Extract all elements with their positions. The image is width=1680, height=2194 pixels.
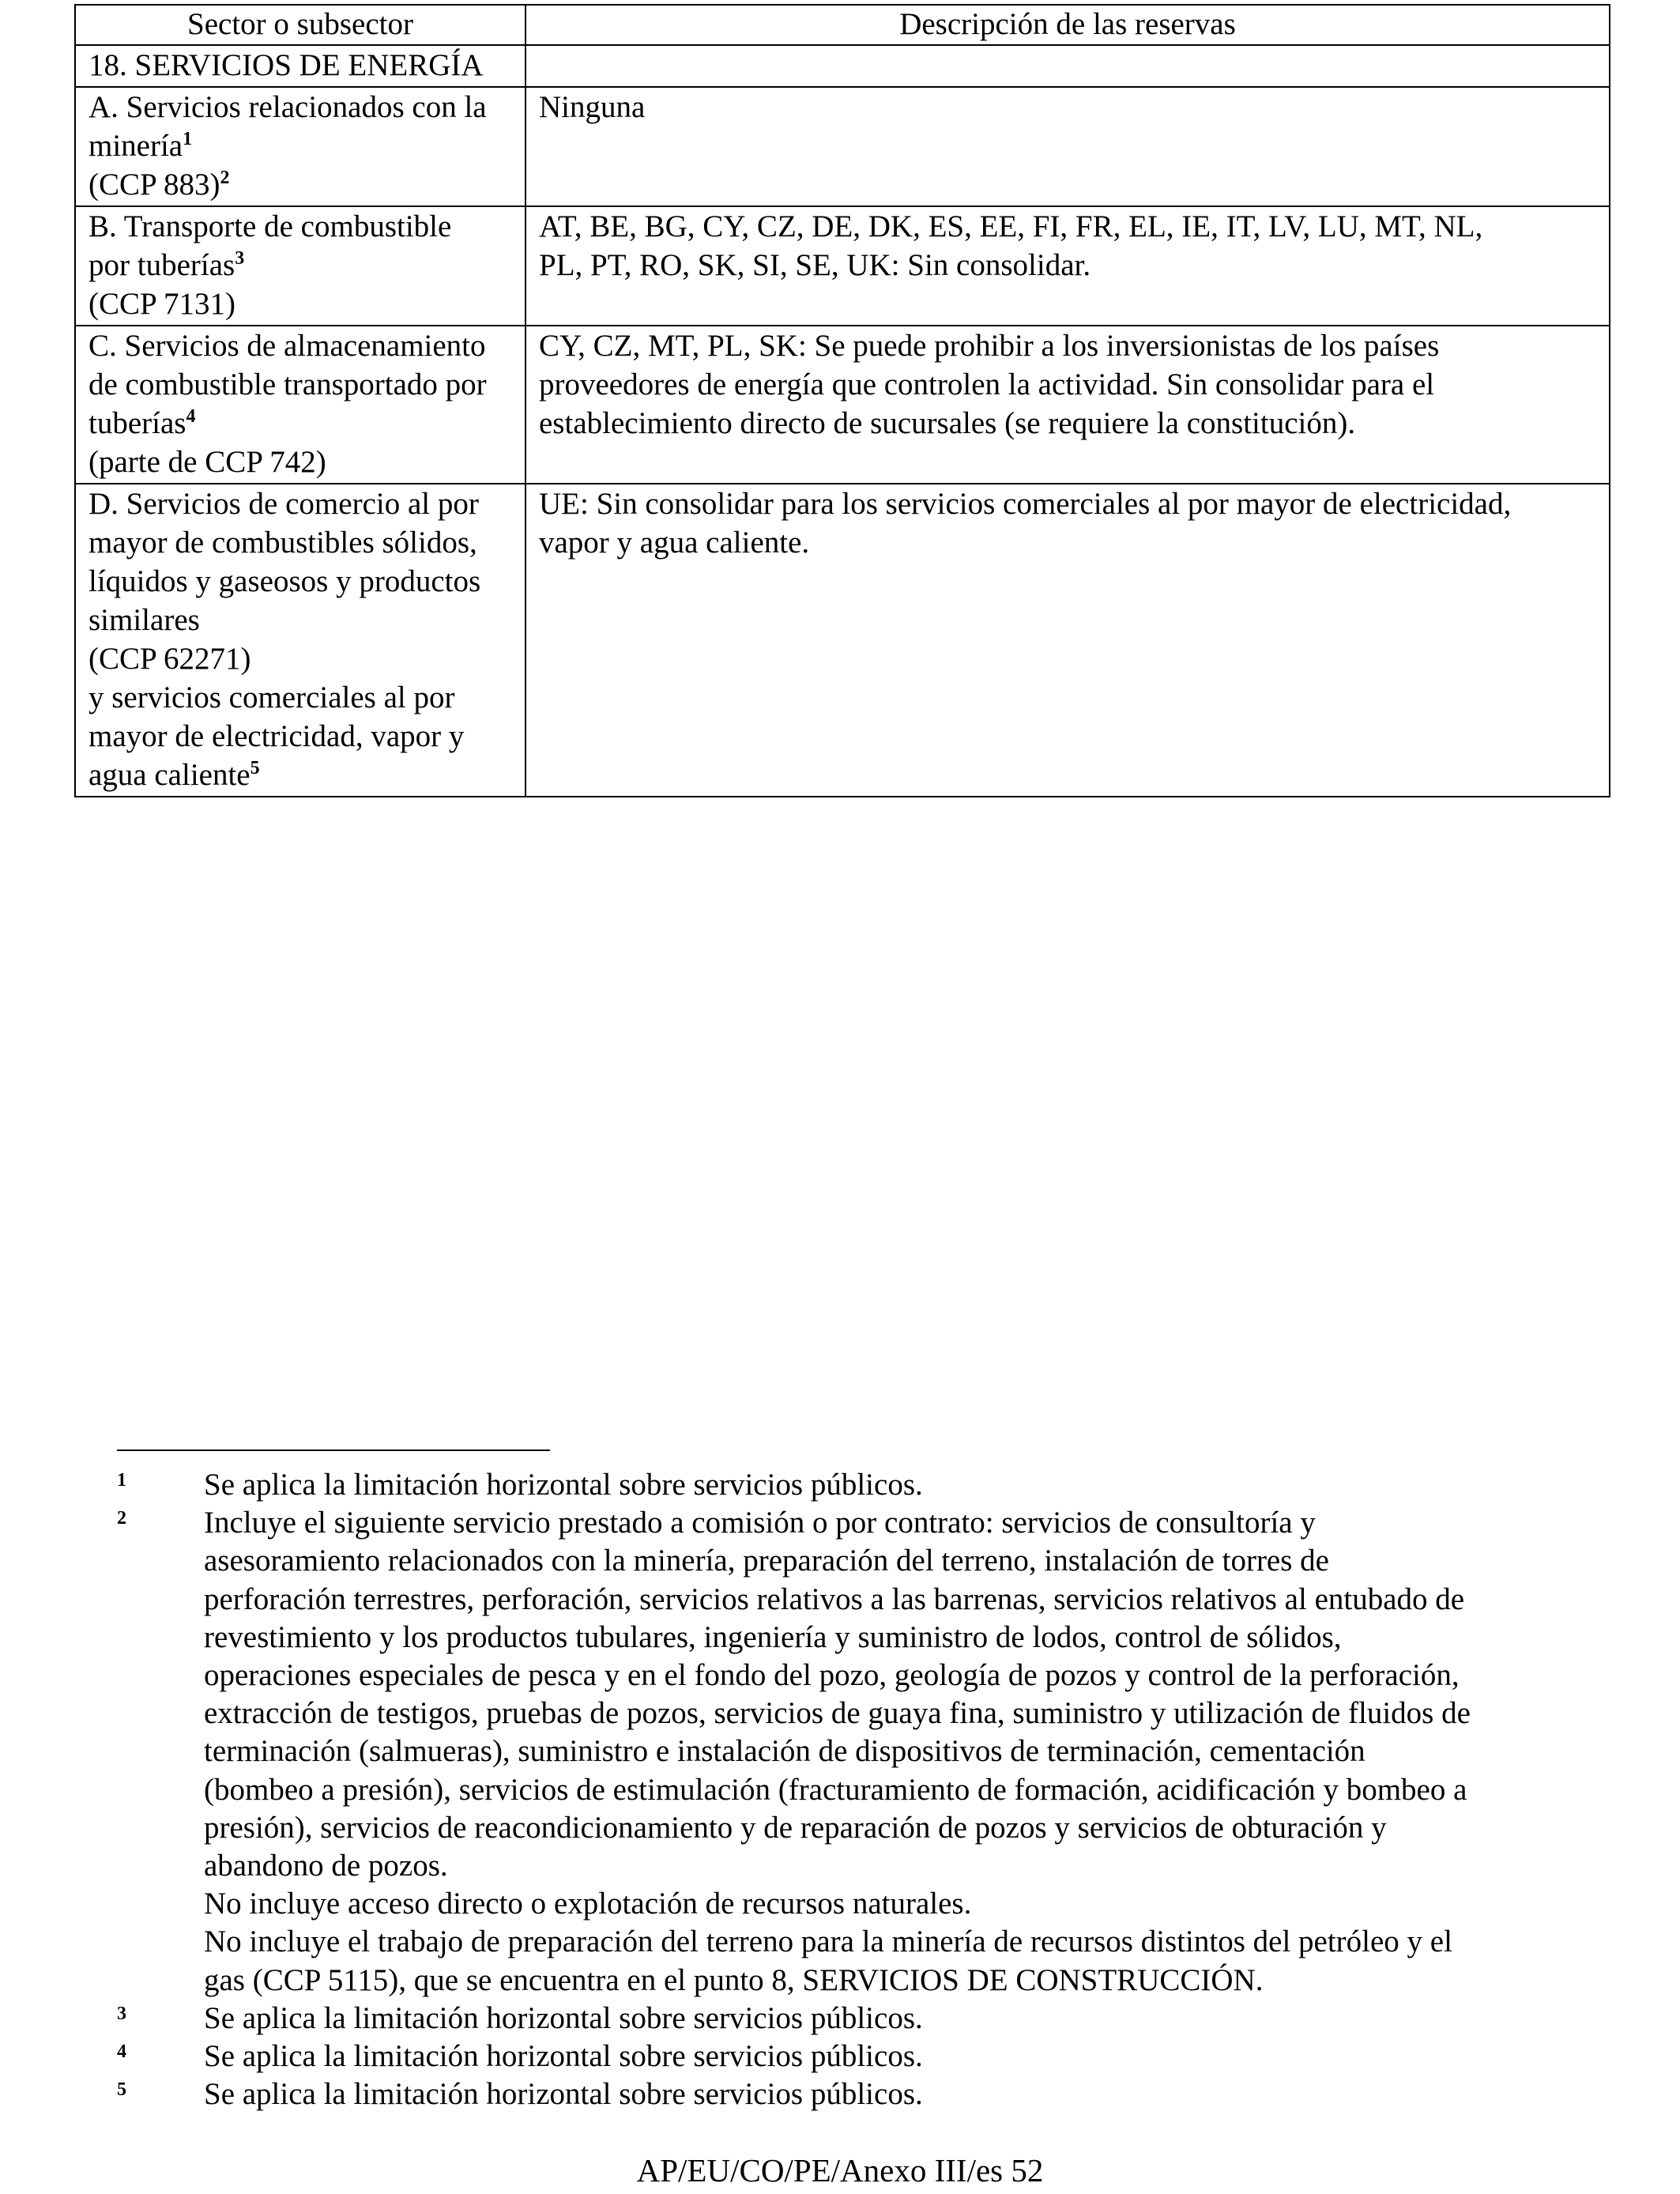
footnote-ref: 2: [220, 168, 230, 188]
footnote-text: Se aplica la limitación horizontal sobre servicios públicos.: [204, 2039, 923, 2074]
footnote-separator: [117, 1449, 550, 1451]
footnote-5: [117, 2075, 1603, 2113]
sector-line: mayor de combustibles sólidos,: [89, 526, 477, 560]
sector-line-text: agua caliente: [89, 758, 250, 792]
description-line: Ninguna: [539, 90, 646, 124]
footnote-text: (bombeo a presión), servicios de estimulación (fracturamiento de formación, acidificación y bombeo a: [204, 1772, 1467, 1807]
footnote-4: [117, 2038, 1603, 2075]
footnote-ref: 3: [235, 248, 245, 269]
sector-cell: [75, 326, 525, 484]
footnote-ref: 1: [183, 129, 193, 149]
sector-line: [89, 756, 525, 794]
sector-cell: [75, 87, 525, 206]
sector-line: (CCP 62271): [89, 642, 251, 676]
sector-line-text: tuberías: [89, 406, 186, 440]
footnote-text: abandono de pozos.: [204, 1849, 448, 1883]
footnote-number: 1: [117, 1470, 126, 1491]
sector-line-text: (CCP 883): [89, 168, 220, 202]
footnote-text: presión), servicios de reacondicionamiento y de reparación de pozos y servicios de obturación y: [204, 1810, 1387, 1845]
footnote-text: Se aplica la limitación horizontal sobre servicios públicos.: [204, 1468, 923, 1502]
header-sector: Sector o subsector: [75, 5, 525, 45]
sector-line: A. Servicios relacionados con la: [89, 90, 487, 124]
footnote-text: gas (CCP 5115), que se encuentra en el punto 8, SERVICIOS DE CONSTRUCCIÓN.: [204, 1962, 1264, 1997]
reserves-table: [74, 4, 1610, 797]
table-row: [75, 87, 1610, 206]
sector-cell: [75, 206, 525, 326]
sector-line: y servicios comerciales al por: [89, 680, 455, 714]
footnote-ref: 5: [250, 758, 260, 778]
footnotes: [117, 1466, 1603, 2113]
footnote-text: No incluye el trabajo de preparación del terreno para la minería de recursos distintos del petróleo y el: [204, 1924, 1452, 1959]
description-line: CY, CZ, MT, PL, SK: Se puede prohibir a los inversionistas de los países: [539, 329, 1440, 363]
sector-line: mayor de electricidad, vapor y: [89, 719, 465, 753]
sector-cell: [75, 484, 525, 797]
footnote-1: [117, 1466, 1603, 1504]
footnote-text: revestimiento y los productos tubulares, ingeniería y suministro de lodos, control de sólidos,: [204, 1619, 1342, 1654]
table-header-row: [75, 5, 1610, 45]
footnote-text: Se aplica la limitación horizontal sobre servicios públicos.: [204, 2000, 923, 2035]
footnote-text: Se aplica la limitación horizontal sobre servicios públicos.: [204, 2077, 923, 2112]
sector-line: [89, 246, 525, 285]
footnote-text: extracción de testigos, pruebas de pozos, servicios de guaya fina, suministro y utilización de fluidos de: [204, 1696, 1471, 1731]
description-cell: [525, 326, 1610, 484]
sector-line: B. Transporte de combustible: [89, 209, 452, 243]
footnote-text: perforación terrestres, perforación, servicios relativos a las barrenas, servicios relativos al entubado de: [204, 1581, 1465, 1616]
sector-line: [89, 404, 525, 443]
sector-line: C. Servicios de almacenamiento: [89, 329, 486, 363]
description-cell: [525, 206, 1610, 326]
footnote-number: 5: [117, 2079, 126, 2101]
sector-line: de combustible transportado por: [89, 368, 487, 401]
sector-line: similares: [89, 603, 200, 637]
section-row: [75, 45, 1610, 87]
page-footer: AP/EU/CO/PE/Anexo III/es 52: [636, 2152, 1044, 2188]
description-line: proveedores de energía que controlen la actividad. Sin consolidar para el: [539, 368, 1435, 401]
footnote-2: [117, 1504, 1603, 2000]
footnote-number: 2: [117, 1508, 126, 1529]
footnote-text: operaciones especiales de pesca y en el fondo del pozo, geología de pozos y control de la perforación,: [204, 1658, 1460, 1693]
footnote-number: 3: [117, 2003, 126, 2024]
footnote-ref: 4: [186, 406, 196, 427]
sector-line: líquidos y gaseosos y productos: [89, 564, 481, 598]
description-line: PL, PT, RO, SK, SI, SE, UK: Sin consolidar.: [539, 248, 1091, 282]
description-cell: [525, 87, 1610, 206]
footnote-3: [117, 2000, 1603, 2038]
footnote-text: terminación (salmueras), suministro e instalación de dispositivos de terminación, cementación: [204, 1734, 1365, 1769]
table-row: [75, 484, 1610, 797]
description-line: UE: Sin consolidar para los servicios comerciales al por mayor de electricidad,: [539, 487, 1512, 521]
sector-line: D. Servicios de comercio al por: [89, 487, 479, 521]
header-description: Descripción de las reservas: [525, 5, 1610, 45]
sector-line: (parte de CCP 742): [89, 445, 326, 479]
sector-line: (CCP 7131): [89, 287, 235, 321]
table-row: [75, 206, 1610, 326]
description-line: establecimiento directo de sucursales (se requiere la constitución).: [539, 406, 1356, 440]
sector-line-text: por tuberías: [89, 248, 235, 282]
sector-line-text: minería: [89, 129, 183, 163]
section-empty-cell: [525, 45, 1610, 87]
footnote-text: asesoramiento relacionados con la minería, preparación del terreno, instalación de torres de: [204, 1544, 1329, 1578]
sector-line: [89, 126, 525, 165]
table-row: [75, 326, 1610, 484]
footnote-number: 4: [117, 2041, 126, 2063]
sector-line: [89, 165, 525, 204]
footnote-text: Incluye el siguiente servicio prestado a comisión o por contrato: servicios de consultoría y: [204, 1506, 1316, 1540]
description-line: vapor y agua caliente.: [539, 526, 810, 560]
description-cell: [525, 484, 1610, 797]
description-line: AT, BE, BG, CY, CZ, DE, DK, ES, EE, FI, FR, EL, IE, IT, LV, LU, MT, NL,: [539, 209, 1483, 243]
section-title: 18. SERVICIOS DE ENERGÍA: [75, 45, 525, 87]
footnote-text: No incluye acceso directo o explotación de recursos naturales.: [204, 1887, 972, 1921]
